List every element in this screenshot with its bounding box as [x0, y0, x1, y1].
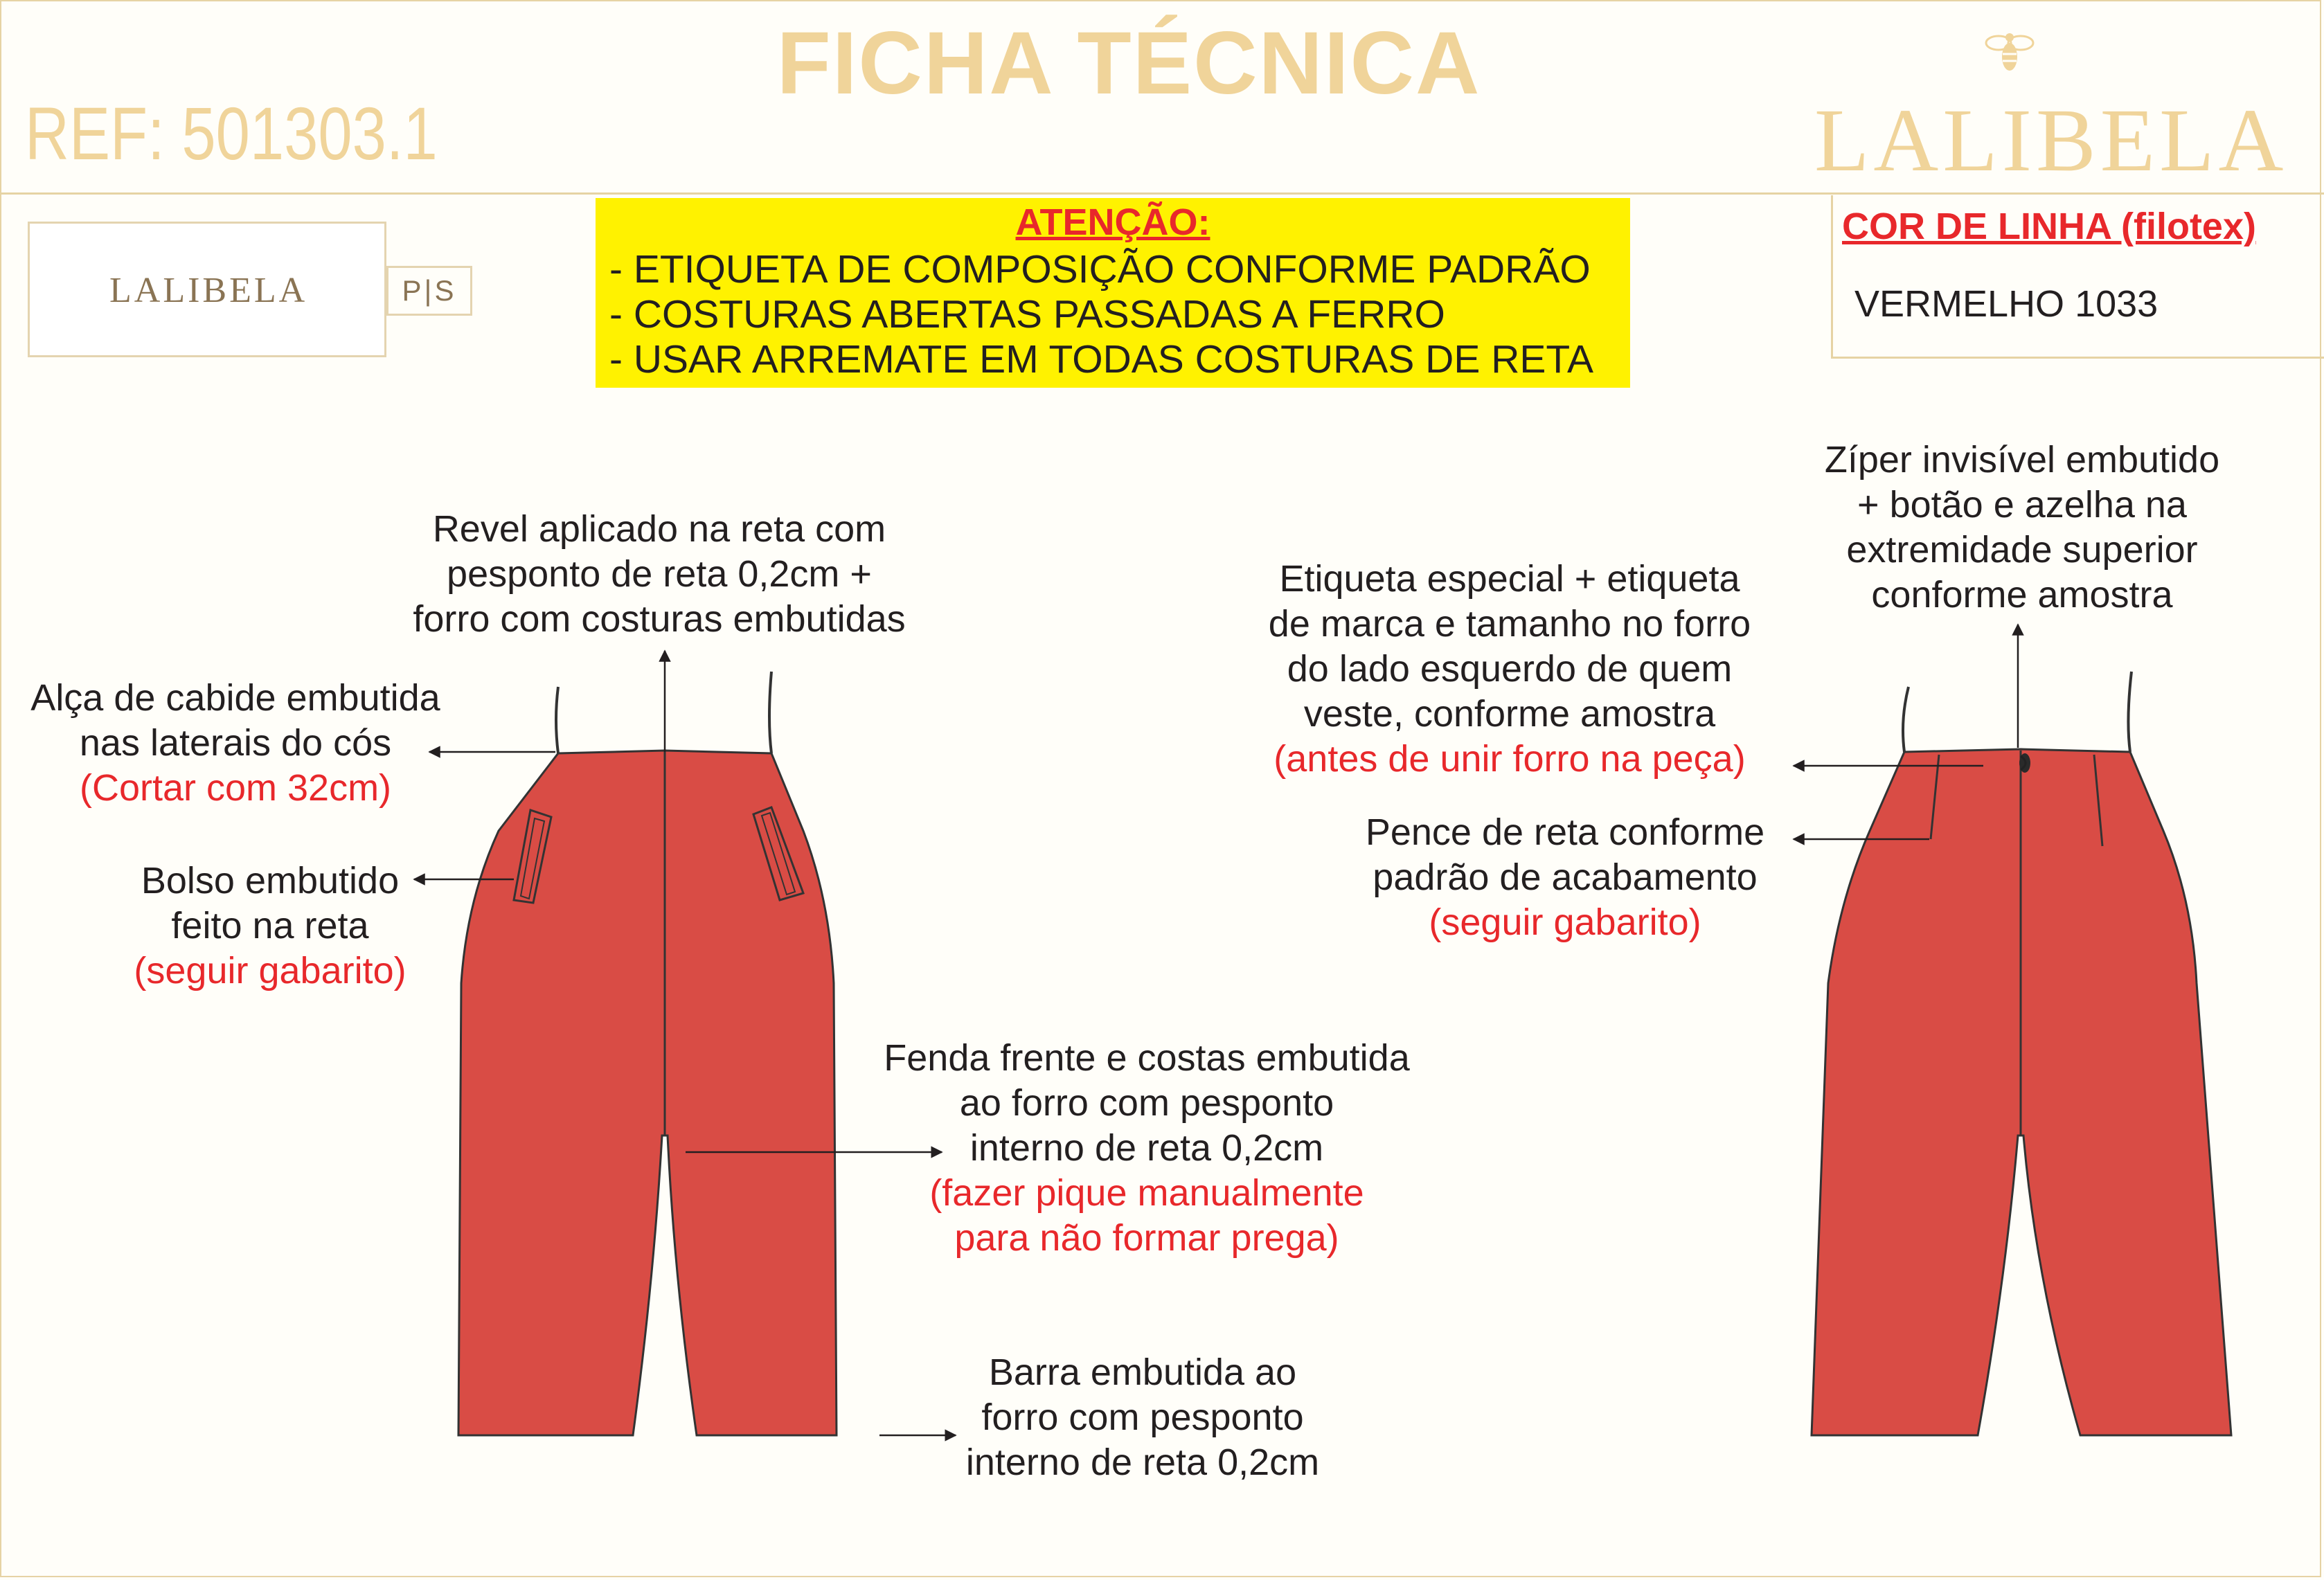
front-right-strap	[769, 672, 771, 753]
note-barra: Barra embutida ao forro com pesponto interno de reta 0,2cm	[965, 1352, 1320, 1483]
attention-line: - COSTURAS ABERTAS PASSADAS A FERRO	[609, 292, 1445, 336]
brand-logo: LALIBELA	[1814, 91, 2288, 190]
brand-label-text: LALIBELA	[109, 271, 308, 310]
reference-code: REF: 501303.1	[25, 91, 438, 175]
note-bolso: Bolso embutido feito na reta (seguir gabarito)	[134, 860, 406, 991]
back-right-strap	[2128, 672, 2131, 752]
thread-color-title: COR DE LINHA (filotex)	[1842, 206, 2256, 247]
note-fenda: Fenda frente e costas embutida ao forro com pesponto interno de reta 0,2cm (fazer pique manualmente para não formar prega)	[884, 1037, 1410, 1259]
attention-title: ATENÇÃO:	[1015, 201, 1210, 243]
note-ziper: Zíper invisível embutido + botão e azelha na extremidade superior conforme amostra	[1824, 439, 2220, 616]
attention-line: - USAR ARREMATE EM TODAS COSTURAS DE RETA	[609, 337, 1593, 381]
front-garment-body	[458, 751, 837, 1435]
attention-line: - ETIQUETA DE COMPOSIÇÃO CONFORME PADRÃO	[609, 247, 1591, 291]
front-view-jumpsuit	[458, 672, 837, 1435]
size-label: P|S	[386, 266, 472, 316]
front-left-strap	[556, 687, 558, 753]
sheet-title: FICHA TÉCNICA	[776, 14, 1481, 113]
thread-color-value: VERMELHO 1033	[1854, 283, 2158, 325]
note-etiqueta: Etiqueta especial + etiqueta de marca e tamanho no forro do lado esquerdo de quem veste, conforme amostra (antes de unir forro na peça)	[1268, 558, 1751, 780]
note-pence: Pence de reta conforme padrão de acabamento (seguir gabarito)	[1365, 811, 1765, 943]
note-revel: Revel aplicado na reta com pesponto de reta 0,2cm + forro com costuras embutidas	[413, 508, 906, 640]
note-alca: Alça de cabide embutida nas laterais do cós (Cortar com 32cm)	[30, 677, 440, 809]
back-view-jumpsuit	[1812, 672, 2231, 1435]
back-left-strap	[1903, 687, 1909, 752]
